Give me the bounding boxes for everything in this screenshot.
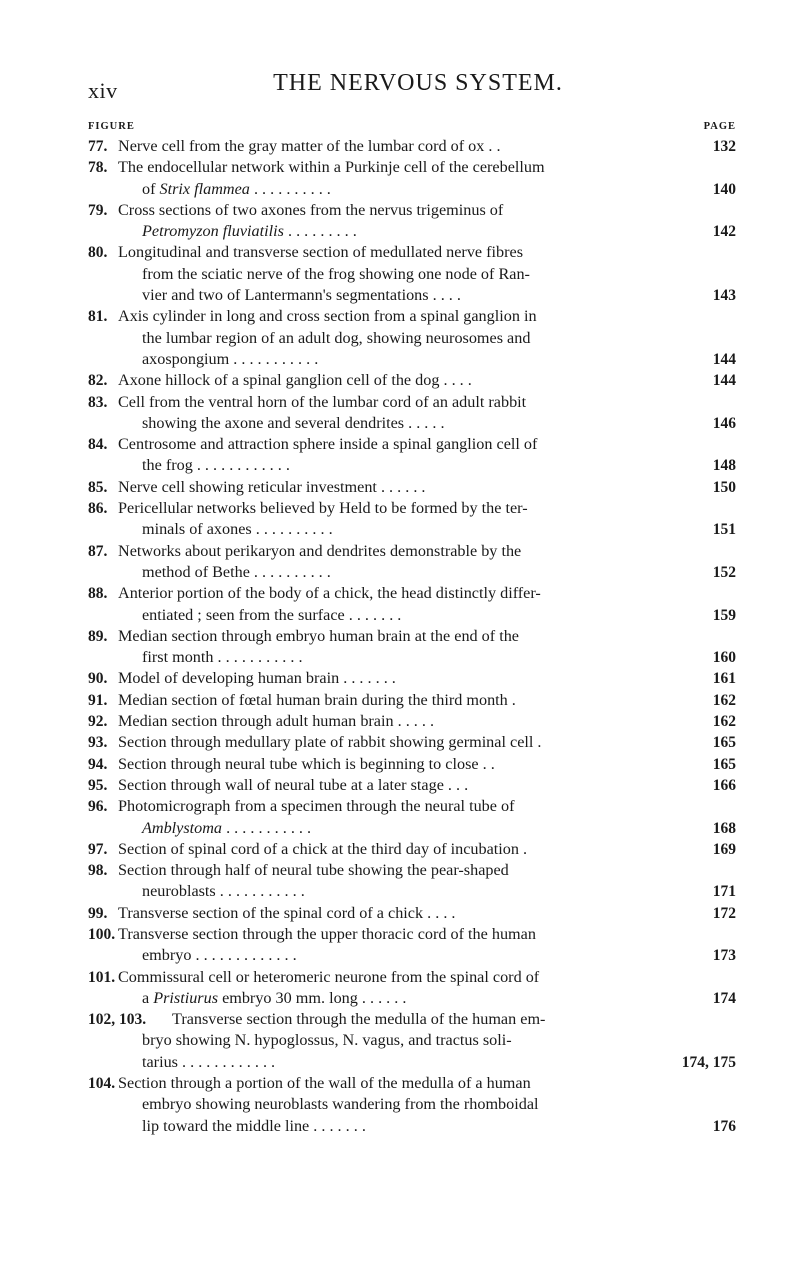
entry-text <box>118 732 541 753</box>
page-reference: 143 <box>712 287 736 305</box>
figure-number: 100. <box>88 925 116 943</box>
figure-number: 85. <box>88 478 108 496</box>
entry-text-roman: Model of developing human brain . . . . . . . <box>118 669 396 688</box>
figure-number: 102, 103. <box>88 1011 147 1029</box>
page-reference: 146 <box>712 414 736 432</box>
entry-text-roman: Transverse section through the medulla of the human em- <box>172 1010 546 1029</box>
figure-number: 96. <box>88 798 108 816</box>
figure-entry <box>88 1009 736 1073</box>
figure-entry <box>88 860 736 903</box>
page-reference: 152 <box>712 563 736 581</box>
entry-text-tail: . . . . . . . . . . <box>249 179 331 198</box>
page-reference: 162 <box>712 691 736 709</box>
entry-text <box>172 1009 545 1030</box>
entry-line <box>88 796 736 817</box>
entry-text <box>118 711 434 732</box>
entry-text <box>118 690 516 711</box>
figure-entry <box>88 668 736 689</box>
page-reference: 172 <box>712 904 736 922</box>
figure-number: 88. <box>88 585 108 603</box>
page-reference: 148 <box>712 457 736 475</box>
page-reference: 159 <box>712 606 736 624</box>
entry-line <box>88 1073 736 1094</box>
page-reference: 171 <box>712 883 736 901</box>
figure-list <box>88 136 736 1137</box>
page-header <box>88 66 748 106</box>
figure-number: 99. <box>88 904 108 922</box>
figure-number: 77. <box>88 138 108 155</box>
figure-entry <box>88 370 736 391</box>
entry-text-roman: Cell from the ventral horn of the lumbar cord of an adult rabbit <box>118 392 527 411</box>
running-head: THE NERVOUS SYSTEM. <box>273 70 563 96</box>
figure-number: 84. <box>88 436 108 454</box>
entry-line <box>88 1116 736 1137</box>
entry-text-italic: Amblystoma <box>142 818 223 837</box>
entry-text-roman: lip toward the middle line . . . . . . . <box>142 1116 366 1135</box>
entry-line <box>88 392 736 413</box>
entry-line <box>88 541 736 562</box>
entry-text-roman: Photomicrograph from a specimen through the neural tube of <box>118 797 515 816</box>
entry-line <box>88 754 736 775</box>
entry-line <box>88 328 736 349</box>
entry-text-roman: axospongium . . . . . . . . . . . <box>142 349 319 368</box>
entry-text-roman: minals of axones . . . . . . . . . . <box>142 520 333 539</box>
entry-text-roman: neuroblasts . . . . . . . . . . . <box>142 882 305 901</box>
entry-text <box>142 1094 539 1115</box>
entry-text <box>142 328 530 349</box>
entry-text-roman: of <box>142 179 160 198</box>
figure-entry <box>88 796 736 839</box>
figure-entry <box>88 392 736 435</box>
entry-text-roman: Commissural cell or heteromeric neurone from the spinal cord of <box>118 967 540 986</box>
entry-text-roman: Pericellular networks believed by Held to be formed by the ter- <box>118 499 528 518</box>
entry-text <box>142 1052 275 1073</box>
entry-line <box>88 221 736 242</box>
entry-text-roman: Longitudinal and transverse section of medullated nerve fibres <box>118 243 524 262</box>
entry-line <box>88 264 736 285</box>
entry-text <box>118 477 425 498</box>
page-reference: 144 <box>712 350 736 368</box>
entry-text <box>142 647 303 668</box>
figure-entry <box>88 839 736 860</box>
figure-entry <box>88 626 736 669</box>
entry-text <box>142 945 297 966</box>
figure-entry <box>88 541 736 584</box>
figure-number: 94. <box>88 755 108 773</box>
entry-line <box>88 839 736 860</box>
entry-line <box>88 200 736 221</box>
entry-line <box>88 1052 736 1073</box>
figure-number: 92. <box>88 713 108 731</box>
figure-entry <box>88 477 736 498</box>
entry-line <box>88 413 736 434</box>
entry-text <box>118 157 545 178</box>
entry-line <box>88 370 736 391</box>
page-reference: 142 <box>712 223 736 241</box>
entry-text-roman: Axis cylinder in long and cross section from a spinal ganglion in <box>118 307 537 326</box>
entry-text-roman: Networks about perikaryon and dendrites demonstrable by the <box>118 541 522 560</box>
figure-entry <box>88 775 736 796</box>
entry-line <box>88 881 736 902</box>
entry-line <box>88 498 736 519</box>
entry-text-roman: a <box>142 988 154 1007</box>
figure-number: 83. <box>88 393 108 411</box>
entry-line <box>88 157 736 178</box>
figure-number: 80. <box>88 244 108 262</box>
entry-text <box>118 498 528 519</box>
entry-text-roman: Nerve cell from the gray matter of the lumbar cord of ox . . <box>118 137 501 155</box>
entry-text-roman: embryo . . . . . . . . . . . . . <box>142 946 297 965</box>
page-reference: 151 <box>712 521 736 539</box>
entry-text-italic: Petromyzon fluviatilis <box>142 222 284 241</box>
entry-text <box>142 1030 512 1051</box>
figure-entry <box>88 498 736 541</box>
page-reference: 174 <box>712 989 736 1007</box>
page-reference: 165 <box>712 734 736 752</box>
entry-text-roman: Cross sections of two axones from the nervus trigeminus of <box>118 200 504 219</box>
figure-entry <box>88 690 736 711</box>
entry-text-roman: vier and two of Lantermann's segmentations . . . . <box>142 286 461 305</box>
entry-text-roman: the frog . . . . . . . . . . . . <box>142 456 290 475</box>
entry-text-italic: Strix flammea <box>159 179 250 198</box>
figure-number: 93. <box>88 734 108 752</box>
entry-text-roman: Section through neural tube which is beginning to close . . <box>118 754 495 773</box>
entry-line <box>88 967 736 988</box>
entry-line <box>88 924 736 945</box>
entry-text-roman: bryo showing N. hypoglossus, N. vagus, and tractus soli- <box>142 1031 512 1050</box>
entry-line <box>88 1094 736 1115</box>
page-reference: 140 <box>712 180 736 198</box>
page-reference: 176 <box>712 1117 736 1135</box>
entry-line <box>88 1009 736 1030</box>
figure-number: 86. <box>88 500 108 518</box>
figure-entry <box>88 200 736 243</box>
figure-entry <box>88 924 736 967</box>
page-reference: 132 <box>712 138 736 155</box>
entry-text-roman: Transverse section through the upper thoracic cord of the human <box>118 924 536 943</box>
entry-text-roman: tarius . . . . . . . . . . . . <box>142 1052 276 1071</box>
entry-text <box>118 242 523 263</box>
entry-line <box>88 583 736 604</box>
entry-text-roman: the lumbar region of an adult dog, showing neurosomes and <box>142 328 531 347</box>
page-column-heading: PAGE <box>703 121 736 132</box>
figure-entry <box>88 583 736 626</box>
figure-entry <box>88 136 736 157</box>
entry-line <box>88 306 736 327</box>
figure-number: 91. <box>88 691 108 709</box>
entry-text <box>142 413 445 434</box>
entry-text <box>142 1116 366 1137</box>
entry-text <box>142 179 331 200</box>
entry-line <box>88 519 736 540</box>
figure-entry <box>88 967 736 1010</box>
entry-line <box>88 349 736 370</box>
entry-text-roman: showing the axone and several dendrites . . . . . <box>142 413 445 432</box>
entry-line <box>88 1030 736 1051</box>
entry-text-roman: Median section of fœtal human brain during the third month . <box>118 690 516 709</box>
entry-text-roman: Section through half of neural tube showing the pear-shaped <box>118 861 509 880</box>
entry-line <box>88 775 736 796</box>
entry-text <box>142 285 461 306</box>
entry-text-roman: Section through medullary plate of rabbit showing germinal cell . <box>118 733 542 752</box>
entry-text <box>118 583 541 604</box>
figure-number: 81. <box>88 308 108 326</box>
entry-text-roman: The endocellular network within a Purkinje cell of the cerebellum <box>118 158 545 177</box>
entry-text <box>118 668 396 689</box>
page-reference: 169 <box>712 840 736 858</box>
page-reference: 161 <box>712 670 736 688</box>
entry-text-tail: . . . . . . . . . <box>283 222 357 241</box>
entry-line <box>88 818 736 839</box>
entry-line <box>88 945 736 966</box>
entry-text <box>118 754 495 775</box>
entry-text <box>142 519 333 540</box>
page-reference: 166 <box>712 776 736 794</box>
page-reference: 174, 175 <box>681 1053 736 1071</box>
entry-text-italic: Pristiurus <box>153 988 219 1007</box>
entry-line <box>88 434 736 455</box>
figure-number: 101. <box>88 968 116 986</box>
entry-line <box>88 668 736 689</box>
entry-text-roman: Centrosome and attraction sphere inside a spinal ganglion cell of <box>118 435 538 454</box>
entry-text-tail: embryo 30 mm. long . . . . . . <box>218 988 407 1007</box>
entry-text <box>118 839 527 860</box>
entry-line <box>88 605 736 626</box>
page-reference: 173 <box>712 947 736 965</box>
entry-line <box>88 732 736 753</box>
entry-text <box>142 605 401 626</box>
entry-text <box>118 541 521 562</box>
page-number: xiv <box>88 78 118 103</box>
entry-text-roman: Median section through adult human brain . . . . . <box>118 712 435 731</box>
entry-line <box>88 988 736 1009</box>
entry-text <box>118 775 468 796</box>
entry-text-roman: method of Bethe . . . . . . . . . . <box>142 562 331 581</box>
page-reference: 150 <box>712 478 736 496</box>
entry-text-roman: first month . . . . . . . . . . . <box>142 648 303 667</box>
entry-text-roman: embryo showing neuroblasts wandering from the rhomboidal <box>142 1095 539 1114</box>
entry-text <box>142 455 290 476</box>
entry-line <box>88 626 736 647</box>
figure-number: 97. <box>88 840 108 858</box>
entry-text-roman: Section of spinal cord of a chick at the third day of incubation . <box>118 839 528 858</box>
figure-entry <box>88 903 736 924</box>
entry-text <box>118 860 509 881</box>
entry-text-roman: Axone hillock of a spinal ganglion cell of the dog . . . . <box>118 371 472 390</box>
entry-text-roman: Median section through embryo human brain at the end of the <box>118 626 519 645</box>
figure-number: 90. <box>88 670 108 688</box>
entry-text-roman: from the sciatic nerve of the frog showing one node of Ran- <box>142 264 530 283</box>
entry-text <box>142 988 406 1009</box>
figure-entry <box>88 1073 736 1137</box>
figure-number: 87. <box>88 542 108 560</box>
entry-text <box>118 136 501 157</box>
entry-line <box>88 711 736 732</box>
entry-line <box>88 903 736 924</box>
figure-number: 95. <box>88 776 108 794</box>
figure-number: 98. <box>88 862 108 880</box>
page-reference: 165 <box>712 755 736 773</box>
entry-text <box>142 221 357 242</box>
entry-text-roman: entiated ; seen from the surface . . . . . . . <box>142 605 402 624</box>
figure-number: 78. <box>88 159 108 177</box>
figure-number: 79. <box>88 201 108 219</box>
entry-line <box>88 860 736 881</box>
entry-line <box>88 562 736 583</box>
entry-line <box>88 285 736 306</box>
entry-text <box>142 562 331 583</box>
entry-text-roman: Nerve cell showing reticular investment . . . . . . <box>118 477 426 496</box>
figure-number: 89. <box>88 627 108 645</box>
entry-text <box>118 1073 531 1094</box>
figure-column-heading: FIGURE <box>88 121 135 132</box>
entry-text-roman: Anterior portion of the body of a chick, the head distinctly differ- <box>118 584 541 603</box>
figure-entry <box>88 754 736 775</box>
entry-text <box>118 434 537 455</box>
entry-text <box>118 626 519 647</box>
figure-entry <box>88 157 736 200</box>
page-reference: 162 <box>712 713 736 731</box>
figure-entry <box>88 732 736 753</box>
entry-text <box>118 200 503 221</box>
column-headings <box>88 121 736 135</box>
entry-line <box>88 136 736 157</box>
entry-text-roman: Transverse section of the spinal cord of a chick . . . . <box>118 903 456 922</box>
entry-text <box>118 306 537 327</box>
entry-text <box>118 796 514 817</box>
entry-text <box>142 264 530 285</box>
entry-text <box>118 903 455 924</box>
entry-text <box>142 818 311 839</box>
entry-text-tail: . . . . . . . . . . . <box>222 818 312 837</box>
page-reference: 144 <box>712 372 736 390</box>
entry-text <box>118 370 472 391</box>
entry-text <box>118 967 539 988</box>
entry-line <box>88 477 736 498</box>
entry-line <box>88 647 736 668</box>
entry-line <box>88 179 736 200</box>
page-reference: 168 <box>712 819 736 837</box>
entry-text <box>142 349 318 370</box>
entry-text-roman: Section through a portion of the wall of the medulla of a human <box>118 1074 531 1093</box>
entry-line <box>88 690 736 711</box>
figure-entry <box>88 711 736 732</box>
figure-entry <box>88 242 736 306</box>
entry-text <box>142 881 305 902</box>
figure-number: 82. <box>88 372 108 390</box>
figure-entry <box>88 306 736 370</box>
entry-line <box>88 242 736 263</box>
entry-text-roman: Section through wall of neural tube at a later stage . . . <box>118 775 469 794</box>
figure-entry <box>88 434 736 477</box>
entry-text <box>118 924 536 945</box>
entry-line <box>88 455 736 476</box>
figure-number: 104. <box>88 1075 116 1093</box>
entry-text <box>118 392 526 413</box>
page-reference: 160 <box>712 649 736 667</box>
